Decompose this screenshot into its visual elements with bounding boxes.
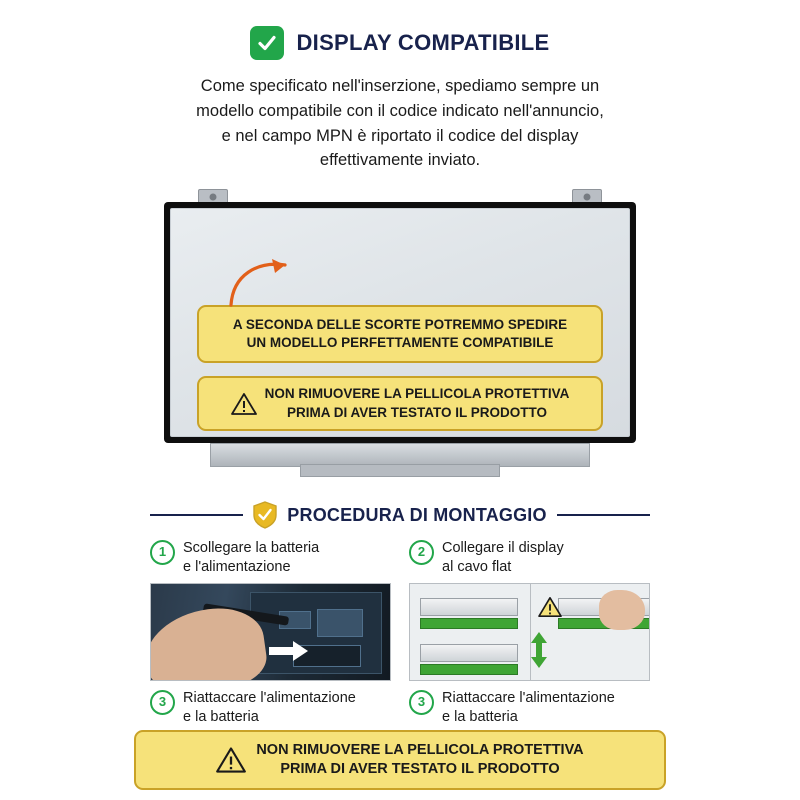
chip-shape [317, 609, 363, 637]
step-2-label [409, 539, 650, 577]
step-1-photo [150, 583, 391, 681]
warning-triangle-icon [231, 392, 257, 416]
step-3-left-line-1: Riattaccare l'alimentazione [183, 689, 356, 706]
step-3-left-text [183, 689, 356, 727]
divider-right [557, 514, 650, 516]
step-1 [150, 539, 391, 689]
content-column [126, 0, 674, 800]
warning-triangle-icon [538, 596, 562, 618]
bracket-hole-icon [584, 194, 591, 201]
green-up-down-arrow-icon [530, 632, 548, 668]
intro-line-4: effettivamente inviato. [319, 151, 481, 170]
stock-notice-callout [197, 305, 603, 363]
step-3-left [150, 689, 391, 733]
step-3-right [409, 689, 650, 733]
stock-notice-line-1: A SECONDA DELLE SCORTE POTREMMO SPEDIRE [232, 317, 568, 332]
green-check-icon [250, 26, 284, 60]
step-2-line-2: al cavo flat [442, 558, 512, 575]
step-2-photo [409, 583, 650, 681]
panel-screen-surface [170, 208, 630, 437]
step-1-number: 1 [150, 540, 175, 565]
step-3-right-number: 3 [409, 690, 434, 715]
bottom-warning-line-1: NON RIMUOVERE LA PELLICOLA PROTETTIVA [256, 742, 584, 759]
step-3-right-label [409, 689, 650, 727]
flat-cable-shape [420, 618, 518, 629]
film-warning-text [265, 385, 570, 421]
intro-paragraph [138, 74, 662, 173]
step-3-left-number: 3 [150, 690, 175, 715]
step-1-label [150, 539, 391, 577]
intro-line-3: e nel campo MPN è riportato il codice del display [221, 126, 579, 145]
bottom-warning-line-2: PRIMA DI AVER TESTATO IL PRODOTTO [280, 761, 560, 778]
procedure-steps [150, 539, 650, 732]
display-panel-illustration [150, 189, 650, 489]
step-3-right-line-1: Riattaccare l'alimentazione [442, 689, 615, 706]
header [126, 0, 674, 60]
shield-icon [253, 501, 277, 529]
left-margin-band [0, 0, 126, 800]
finger-shape [599, 590, 645, 630]
panel-bezel [164, 202, 636, 443]
page-title: DISPLAY COMPATIBILE [296, 30, 550, 55]
step-3-left-label [150, 689, 391, 727]
bottom-warning-text [256, 741, 583, 779]
intro-line-1: Come specificato nell'inserzione, spediamo sempre un [200, 77, 600, 95]
procedure-header [150, 501, 650, 529]
film-warning-line-2: PRIMA DI AVER TESTATO IL PRODOTTO [286, 404, 547, 420]
flat-cable-shape [420, 664, 518, 675]
step-1-line-1: Scollegare la batteria [183, 540, 320, 556]
stock-notice-line-2: UN MODELLO PERFETTAMENTE COMPATIBILE [246, 335, 554, 351]
orange-curved-arrow-icon [227, 253, 297, 309]
step-2 [409, 539, 650, 689]
connector-shape [420, 598, 518, 616]
procedure-title-group [253, 501, 546, 529]
step-1-line-2: e l'alimentazione [183, 558, 291, 575]
step-2-number: 2 [409, 540, 434, 565]
film-warning-line-1: NON RIMUOVERE LA PELLICOLA PROTETTIVA [264, 386, 570, 402]
connector-shape [420, 644, 518, 662]
divider-left [150, 514, 243, 516]
bottom-warning-banner [134, 730, 666, 790]
step-3-left-line-2: e la batteria [183, 708, 259, 725]
step-3-right-line-2: e la batteria [442, 708, 518, 725]
procedure-title: PROCEDURA DI MONTAGGIO [287, 504, 547, 525]
white-arrow-icon [269, 640, 309, 662]
film-warning-callout [197, 376, 603, 430]
warning-triangle-icon [216, 746, 246, 774]
bracket-hole-icon [210, 194, 217, 201]
step-2-line-1: Collegare il display [442, 540, 564, 556]
panel-bottom-strip [300, 464, 500, 477]
step-1-text [183, 539, 319, 577]
step-3-right-text [442, 689, 615, 727]
step-2-text [442, 539, 564, 577]
intro-line-2: modello compatibile con il codice indicato nell'annuncio, [196, 101, 604, 120]
right-margin-band [674, 0, 800, 800]
